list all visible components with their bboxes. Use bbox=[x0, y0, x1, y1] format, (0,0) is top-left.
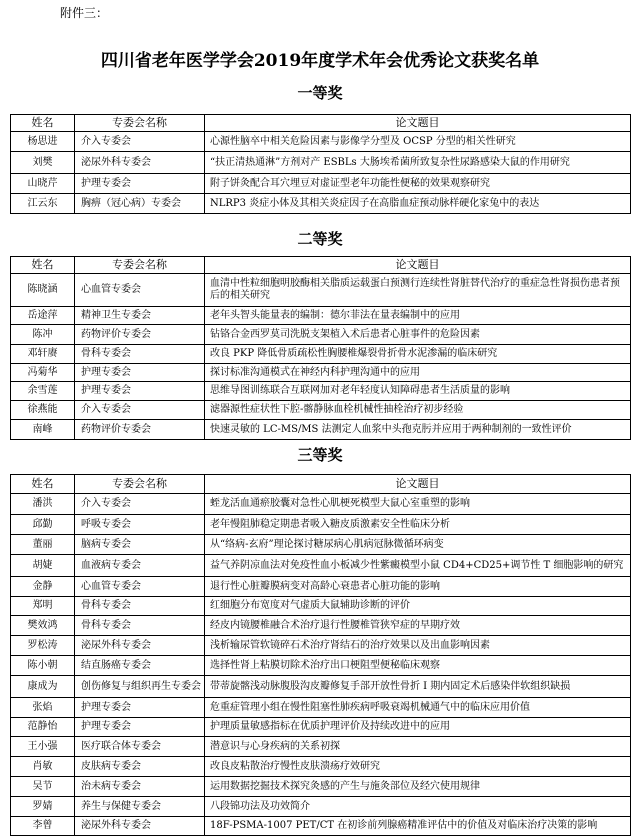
paper-title: 18F-PSMA-1007 PET/CT 在初诊前列腺癌精准评估中的价值及对临床治疗决策的影响 bbox=[205, 817, 631, 836]
award-table-2 bbox=[10, 256, 631, 440]
paper-title: 思维导图训练联合互联网加对老年轻度认知障碍患者生活质量的影响 bbox=[205, 382, 631, 401]
winner-name: 冯菊华 bbox=[11, 364, 75, 382]
paper-title: 附子饼灸配合耳穴埋豆对虚证型老年功能性便秘的效果观察研究 bbox=[205, 174, 631, 194]
committee-name: 护理专委会 bbox=[75, 718, 205, 737]
table-row bbox=[11, 194, 631, 214]
committee-name: 骨科专委会 bbox=[75, 597, 205, 616]
winner-name: 邓轩赓 bbox=[11, 345, 75, 364]
paper-title: 运用数据挖掘技术探究灸感的产生与施灸部位及经穴使用规律 bbox=[205, 777, 631, 797]
section-title-2: 二等奖 bbox=[297, 230, 343, 248]
winner-name: 刘樊 bbox=[11, 152, 75, 174]
table-row bbox=[11, 797, 631, 817]
committee-name: 胸痹（冠心病）专委会 bbox=[75, 194, 205, 214]
table-row bbox=[11, 345, 631, 364]
table-header-row bbox=[11, 115, 631, 132]
award-table-3 bbox=[10, 474, 631, 836]
committee-name: 泌尿外科专委会 bbox=[75, 817, 205, 836]
committee-name: 血液病专委会 bbox=[75, 555, 205, 577]
table-row bbox=[11, 817, 631, 836]
committee-name: 呼吸专委会 bbox=[75, 515, 205, 535]
committee-name: 脑病专委会 bbox=[75, 535, 205, 555]
table-row bbox=[11, 132, 631, 152]
winner-name: 肖敏 bbox=[11, 757, 75, 777]
winner-name: 范静怡 bbox=[11, 718, 75, 737]
committee-name: 养生与保健专委会 bbox=[75, 797, 205, 817]
committee-name: 皮肤病专委会 bbox=[75, 757, 205, 777]
winner-name: 王小强 bbox=[11, 737, 75, 757]
winner-name: 吴节 bbox=[11, 777, 75, 797]
table-row bbox=[11, 718, 631, 737]
paper-title: 潜意识与心身疾病的关系初探 bbox=[205, 737, 631, 757]
committee-column-header: 专委会名称 bbox=[75, 115, 205, 132]
table-row bbox=[11, 535, 631, 555]
table-row bbox=[11, 364, 631, 382]
table-row bbox=[11, 325, 631, 345]
table-row bbox=[11, 307, 631, 325]
paper-title: 退行性心脏瓣膜病变对高龄心衰患者心脏功能的影响 bbox=[205, 577, 631, 597]
committee-name: 治未病专委会 bbox=[75, 777, 205, 797]
paper-title: 探讨标准沟通模式在神经内科护理沟通中的应用 bbox=[205, 364, 631, 382]
name-column-header: 姓名 bbox=[11, 115, 75, 132]
paper-title: 心源性脑卒中相关危险因素与影像学分型及 OCSP 分型的相关性研究 bbox=[205, 132, 631, 152]
committee-name: 护理专委会 bbox=[75, 174, 205, 194]
table-row bbox=[11, 494, 631, 515]
table-row bbox=[11, 401, 631, 420]
committee-name: 心血管专委会 bbox=[75, 577, 205, 597]
winner-name: 陈冲 bbox=[11, 325, 75, 345]
table-row bbox=[11, 616, 631, 636]
committee-name: 药物评价专委会 bbox=[75, 325, 205, 345]
winner-name: 潘洪 bbox=[11, 494, 75, 515]
table-header-row bbox=[11, 257, 631, 274]
paper-title: 蛭龙活血通瘀胶囊对急性心肌梗死模型大鼠心室重塑的影响 bbox=[205, 494, 631, 515]
paper-title: 改良皮粘散治疗慢性皮肤溃疡疗效研究 bbox=[205, 757, 631, 777]
table-row bbox=[11, 656, 631, 676]
table-row bbox=[11, 777, 631, 797]
winner-name: 岳途萍 bbox=[11, 307, 75, 325]
winner-name: 山晓芹 bbox=[11, 174, 75, 194]
winner-name: 杨思进 bbox=[11, 132, 75, 152]
committee-name: 心血管专委会 bbox=[75, 274, 205, 307]
paper-column-header: 论文题目 bbox=[205, 257, 631, 274]
name-column-header: 姓名 bbox=[11, 257, 75, 274]
table-row bbox=[11, 382, 631, 401]
attachment-label: 附件三： bbox=[60, 6, 109, 20]
committee-column-header: 专委会名称 bbox=[75, 475, 205, 494]
committee-name: 结直肠癌专委会 bbox=[75, 656, 205, 676]
paper-title: 经皮内镜腰椎融合术治疗退行性腰椎管狭窄症的早期疗效 bbox=[205, 616, 631, 636]
paper-title: 带蒂旋髂浅动脉腹股沟皮瓣修复手部开放性骨折 I 期内固定术后感染伴软组织缺损 bbox=[205, 676, 631, 698]
document-title: 四川省老年医学学会2019年度学术年会优秀论文获奖名单 bbox=[100, 51, 540, 71]
committee-name: 泌尿外科专委会 bbox=[75, 152, 205, 174]
table-row bbox=[11, 676, 631, 698]
committee-name: 泌尿外科专委会 bbox=[75, 636, 205, 656]
committee-name: 护理专委会 bbox=[75, 698, 205, 718]
winner-name: 罗松涛 bbox=[11, 636, 75, 656]
paper-title: 改良 PKP 降低骨质疏松性胸腰椎爆裂骨折骨水泥渗漏的临床研究 bbox=[205, 345, 631, 364]
paper-title: 益气养阴凉血法对免疫性血小板减少性紫癜模型小鼠 CD4+CD25+调节性 T 细胞影响的研究 bbox=[205, 555, 631, 577]
winner-name: 金静 bbox=[11, 577, 75, 597]
winner-name: 胡婕 bbox=[11, 555, 75, 577]
paper-title: 从“络病-玄府”理论探讨糖尿病心肌病冠脉微循环病变 bbox=[205, 535, 631, 555]
committee-name: 医疗联合体专委会 bbox=[75, 737, 205, 757]
name-column-header: 姓名 bbox=[11, 475, 75, 494]
committee-name: 精神卫生专委会 bbox=[75, 307, 205, 325]
winner-name: 陈晓涵 bbox=[11, 274, 75, 307]
winner-name: 康成为 bbox=[11, 676, 75, 698]
paper-title: NLRP3 炎症小体及其相关炎症因子在高脂血症预动脉样硬化家兔中的表达 bbox=[205, 194, 631, 214]
committee-name: 创伤修复与组织再生专委会 bbox=[75, 676, 205, 698]
table-row bbox=[11, 597, 631, 616]
committee-name: 介入专委会 bbox=[75, 494, 205, 515]
paper-title: 危重症管理小组在慢性阻塞性肺疾病呼吸衰竭机械通气中的临床应用价值 bbox=[205, 698, 631, 718]
paper-title: 护理质量敏感指标在优质护理评价及持续改进中的应用 bbox=[205, 718, 631, 737]
winner-name: 徐燕能 bbox=[11, 401, 75, 420]
award-table-1 bbox=[10, 114, 631, 214]
paper-title: 血清中性粒细胞明胶酶相关脂质运载蛋白预测行连续性肾脏替代治疗的重症急性肾损伤患者预后的相关研究 bbox=[205, 274, 631, 307]
paper-column-header: 论文题目 bbox=[205, 115, 631, 132]
paper-title: 滤器源性症状性下腔-髂静脉血栓机械性抽栓治疗初步经验 bbox=[205, 401, 631, 420]
paper-title: “扶正清热通淋”方剂对产 ESBLs 大肠埃希菌所致复杂性尿路感染大鼠的作用研究 bbox=[205, 152, 631, 174]
table-row bbox=[11, 174, 631, 194]
section-title-1: 一等奖 bbox=[297, 84, 343, 102]
table-row bbox=[11, 698, 631, 718]
paper-title: 红细胞分布宽度对气虚质大鼠辅助诊断的评价 bbox=[205, 597, 631, 616]
table-row bbox=[11, 515, 631, 535]
winner-name: 郑明 bbox=[11, 597, 75, 616]
table-row bbox=[11, 636, 631, 656]
paper-title: 钻铬合金西罗莫司洗脱支架植入术后患者心脏事件的危险因素 bbox=[205, 325, 631, 345]
committee-name: 介入专委会 bbox=[75, 132, 205, 152]
committee-name: 骨科专委会 bbox=[75, 345, 205, 364]
winner-name: 董丽 bbox=[11, 535, 75, 555]
winner-name: 陈小朝 bbox=[11, 656, 75, 676]
paper-title: 老年慢阻肺稳定期患者吸入糖皮质激素安全性临床分析 bbox=[205, 515, 631, 535]
committee-name: 介入专委会 bbox=[75, 401, 205, 420]
table-header-row bbox=[11, 475, 631, 494]
paper-column-header: 论文题目 bbox=[205, 475, 631, 494]
paper-title: 浅析输尿管软镜碎石术治疗肾结石的治疗效果以及出血影响因素 bbox=[205, 636, 631, 656]
winner-name: 张焰 bbox=[11, 698, 75, 718]
winner-name: 罗婧 bbox=[11, 797, 75, 817]
winner-name: 余雪莲 bbox=[11, 382, 75, 401]
paper-title: 八段锦功法及功效简介 bbox=[205, 797, 631, 817]
committee-name: 骨科专委会 bbox=[75, 616, 205, 636]
paper-title: 老年头智头能量表的编制：德尔菲法在量表编制中的应用 bbox=[205, 307, 631, 325]
committee-column-header: 专委会名称 bbox=[75, 257, 205, 274]
table-row bbox=[11, 577, 631, 597]
paper-title: 快速灵敏的 LC-MS/MS 法测定人血浆中头孢克肟并应用于两种制剂的一致性评价 bbox=[205, 420, 631, 440]
table-row bbox=[11, 420, 631, 440]
winner-name: 邱勤 bbox=[11, 515, 75, 535]
winner-name: 南峰 bbox=[11, 420, 75, 440]
section-title-3: 三等奖 bbox=[297, 446, 343, 464]
committee-name: 护理专委会 bbox=[75, 382, 205, 401]
winner-name: 江云东 bbox=[11, 194, 75, 214]
paper-title: 选择性肾上粘膜切除术治疗出口梗阻型便秘临床观察 bbox=[205, 656, 631, 676]
table-row bbox=[11, 555, 631, 577]
committee-name: 药物评价专委会 bbox=[75, 420, 205, 440]
table-row bbox=[11, 737, 631, 757]
winner-name: 樊效鸿 bbox=[11, 616, 75, 636]
table-row bbox=[11, 757, 631, 777]
table-row bbox=[11, 274, 631, 307]
table-row bbox=[11, 152, 631, 174]
winner-name: 李曾 bbox=[11, 817, 75, 836]
committee-name: 护理专委会 bbox=[75, 364, 205, 382]
